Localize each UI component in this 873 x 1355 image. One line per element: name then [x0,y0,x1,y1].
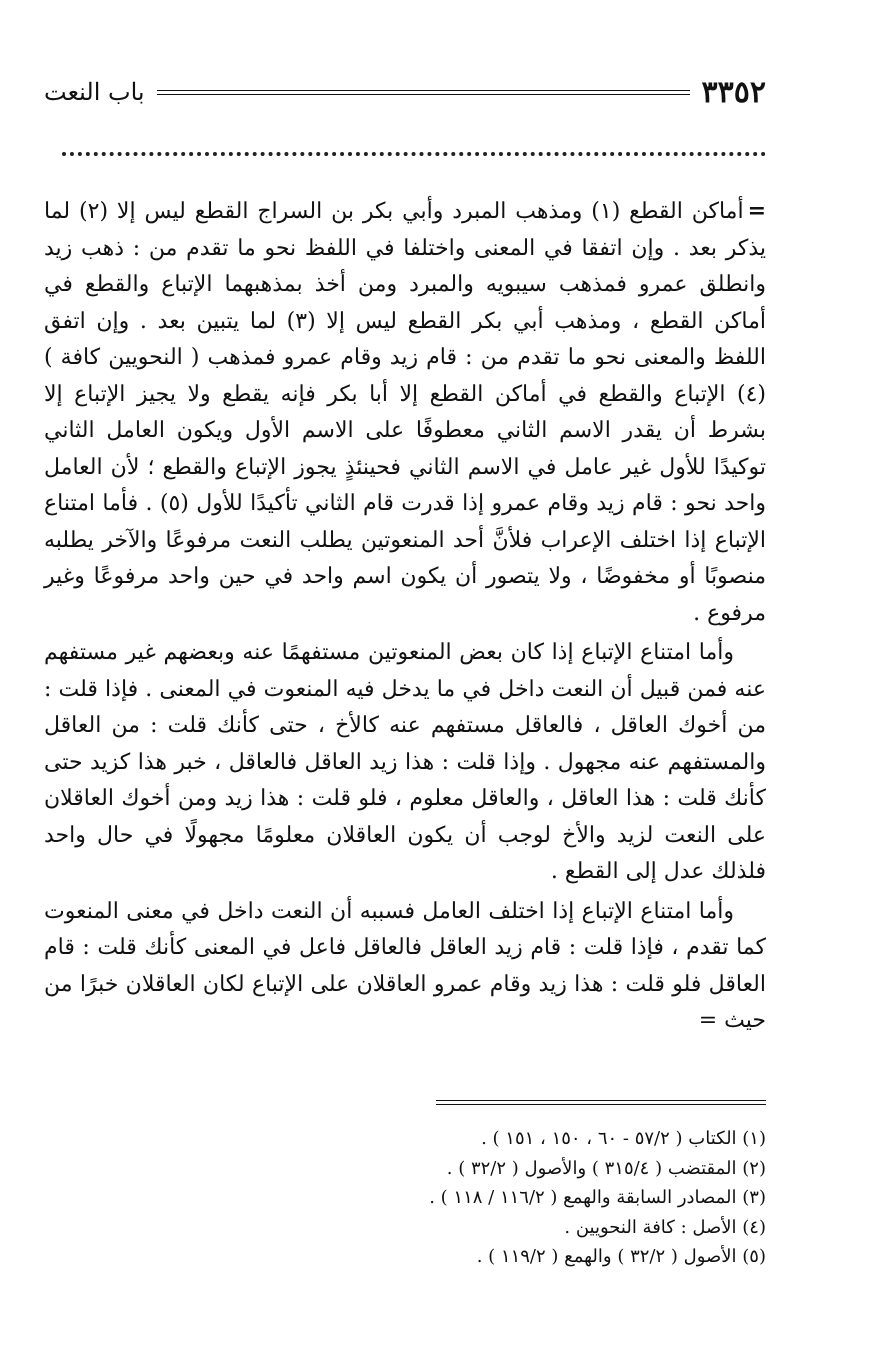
dotted-separator [62,152,766,156]
footnote-rule [436,1100,766,1105]
footnote-3: (٣) المصادر السابقة والهمع ( ١١٦/٢ / ١١٨ ) . [429,1187,766,1208]
continuation-mark: = [747,198,767,224]
paragraph-1-text: أماكن القطع (١) ومذهب المبرد وأبي بكر بن السراج القطع ليس إلا (٢) لما يذكر بعد . وإن اتفقا في المعنى واختلفا في اللفظ نحو ما تقدم من : ذهب زيد وانطلق عمرو فمذهب سيبويه والمبرد ومن أخذ بمذهبهما الإتباع والقطع في أماكن القطع ، ومذهب أبي بكر القطع ليس إلا (٣) لما يتبين بعد . وإن اتفق اللفظ والمعنى نحو ما تقدم من : قام زيد وقام عمرو فمذهب ( النحويين كافة ) (٤) الإتباع والقطع في أماكن القطع إلا أبا بكر فإنه يقطع ولا يجيز الإتباع إلا بشرط أن يقدر الاسم الثاني معطوفًا على الاسم الأول ويكون العامل الثاني توكيدًا للأول غير عامل في الاسم الثاني فحينئذٍ يجوز الإتباع والقطع ؛ لأن العامل واحد نحو : قام زيد وقام عمرو إذا قدرت قام الثاني تأكيدًا للأول (٥) . فأما امتناع الإتباع إذا اختلف الإعراب فلأنَّ أحد المنعوتين يطلب النعت مرفوعًا والآخر يطلبه منصوبًا أو مخفوضًا ، ولا يتصور أن يكون اسم واحد في حين واحد مرفوعًا وغير مرفوع . [44,199,766,626]
paragraph-3: وأما امتناع الإتباع إذا اختلف العامل فسببه أن النعت داخل في معنى المنعوت كما تقدم ، فإذا قلت : قام زيد العاقل فالعاقل فاعل في المعنى كأنك قلت : قام العاقل فلو قلت : هذا زيد وقام عمرو العاقلان على الإتباع لكان العاقلان خبرًا من حيث = [44,898,766,1033]
main-text [44,193,766,1043]
page-header [44,72,766,112]
section-title: باب النعت [44,78,145,106]
paragraph-2: وأما امتناع الإتباع إذا كان بعض المنعوتين مستفهمًا عنه وبعضهم غير مستفهم عنه فمن قبيل أن النعت داخل في ما يدخل فيه المنعوت في المعنى . فإذا قلت : من أخوك العاقل ، فالعاقل مستفهم عنه كالأخ ، حتى كأنك قلت : من العاقل والمستفهم عنه مجهول . وإذا قلت : هذا زيد العاقل فالعاقل ، خبر هذا كزيد حتى كأنك قلت : هذا العاقل ، والعاقل معلوم ، فلو قلت : هذا زيد ومن أخوك العاقلان على النعت لزيد والأخ لوجب أن يكون العاقلان معلومًا مجهولًا في حال واحد فلذلك عدل إلى القطع . [44,640,766,884]
footnote-1: (١) الكتاب ( ٥٧/٢ - ٦٠ ، ١٥٠ ، ١٥١ ) . [481,1128,766,1149]
paragraph-1 [44,193,766,632]
header-rule [157,90,690,95]
footnote-5: (٥) الأصول ( ٣٢/٢ ) والهمع ( ١١٩/٢ ) . [476,1246,766,1267]
footnote-4: (٤) الأصل : كافة النحويين . [564,1216,766,1238]
page-number: ٣٣٥٢ [701,74,766,110]
footnotes [300,1124,766,1272]
footnote-2: (٢) المقتضب ( ٣١٥/٤ ) والأصول ( ٣٢/٢ ) . [446,1157,766,1179]
